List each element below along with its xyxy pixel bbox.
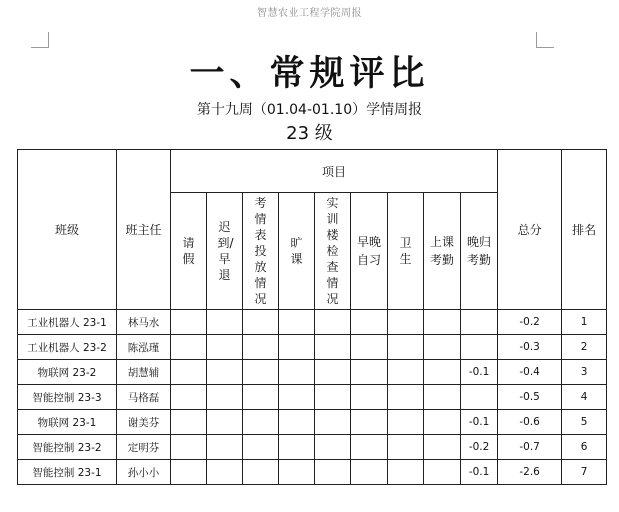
cell-item-score — [243, 360, 279, 385]
cell-class-name: 智能控制 23-1 — [18, 460, 117, 485]
cell-item-score — [388, 385, 424, 410]
cell-item-score — [351, 410, 388, 435]
cell-rank: 7 — [562, 460, 607, 485]
header-item-training-building — [315, 193, 351, 310]
cell-total: -0.2 — [498, 310, 562, 335]
cell-item-score — [424, 435, 461, 460]
cell-item-score — [461, 310, 498, 335]
cell-total: -0.7 — [498, 435, 562, 460]
cell-item-score — [171, 360, 207, 385]
cell-teacher: 马格磊 — [117, 385, 171, 410]
cell-class-name: 物联网 23-2 — [18, 360, 117, 385]
table-row — [18, 335, 607, 360]
page-title: 一、常规评比 — [189, 54, 430, 94]
cell-item-score — [388, 460, 424, 485]
cell-total: -0.3 — [498, 335, 562, 360]
cell-item-score — [461, 335, 498, 360]
header-row-group — [18, 150, 607, 193]
cell-item-score — [424, 410, 461, 435]
header-item-label: 晚归考勤 — [467, 235, 492, 267]
cell-item-score — [315, 335, 351, 360]
cell-item-score — [243, 435, 279, 460]
cell-teacher: 林马水 — [117, 310, 171, 335]
header-item-label: 实训楼检查情况 — [326, 196, 339, 306]
running-header: 智慧农业工程学院周报 — [257, 8, 362, 19]
cell-item-score — [207, 385, 243, 410]
cell-item-score — [243, 385, 279, 410]
header-item-label: 卫生 — [399, 236, 412, 266]
cell-item-score — [388, 410, 424, 435]
cell-rank: 3 — [562, 360, 607, 385]
cell-class-name: 物联网 23-1 — [18, 410, 117, 435]
grade-label: 23 级 — [286, 123, 333, 144]
cell-item-score — [279, 335, 315, 360]
cell-item-score — [388, 335, 424, 360]
cell-teacher: 孙小小 — [117, 460, 171, 485]
cell-teacher: 定明芬 — [117, 435, 171, 460]
table-row — [18, 435, 607, 460]
cell-item-score — [388, 360, 424, 385]
cell-item-score — [424, 460, 461, 485]
crop-mark-top-left-v — [48, 32, 49, 48]
cell-rank: 5 — [562, 410, 607, 435]
cell-item-score — [207, 435, 243, 460]
header-item-leave — [171, 193, 207, 310]
cell-rank: 1 — [562, 310, 607, 335]
cell-rank: 2 — [562, 335, 607, 360]
cell-item-score — [243, 460, 279, 485]
table-row — [18, 360, 607, 385]
cell-item-score — [171, 435, 207, 460]
cell-item-score — [171, 335, 207, 360]
ranking-table — [17, 149, 607, 485]
cell-total: -2.6 — [498, 460, 562, 485]
cell-item-score — [424, 310, 461, 335]
crop-mark-top-left-h — [31, 47, 49, 48]
table-body — [18, 310, 607, 485]
cell-item-score — [243, 410, 279, 435]
header-items-group: 项目 — [171, 150, 498, 193]
header-item-label: 旷课 — [290, 236, 303, 266]
cell-class-name: 工业机器人 23-1 — [18, 310, 117, 335]
cell-item-score — [207, 310, 243, 335]
cell-item-score: -0.1 — [461, 360, 498, 385]
cell-item-score — [279, 310, 315, 335]
cell-item-score — [351, 310, 388, 335]
header-item-late — [207, 193, 243, 310]
header-total: 总分 — [498, 150, 562, 310]
cell-item-score — [315, 435, 351, 460]
cell-class-name: 智能控制 23-3 — [18, 385, 117, 410]
header-class: 班级 — [18, 150, 117, 310]
cell-item-score — [388, 310, 424, 335]
cell-item-score — [171, 460, 207, 485]
cell-total: -0.4 — [498, 360, 562, 385]
cell-item-score — [424, 335, 461, 360]
cell-item-score — [279, 385, 315, 410]
cell-item-score — [315, 360, 351, 385]
cell-teacher: 谢美芬 — [117, 410, 171, 435]
cell-item-score — [351, 385, 388, 410]
cell-item-score — [171, 410, 207, 435]
cell-item-score — [351, 460, 388, 485]
cell-item-score — [243, 310, 279, 335]
header-item-absence — [279, 193, 315, 310]
cell-item-score: -0.1 — [461, 410, 498, 435]
header-rank: 排名 — [562, 150, 607, 310]
cell-item-score — [424, 360, 461, 385]
cell-item-score — [315, 410, 351, 435]
cell-class-name: 工业机器人 23-2 — [18, 335, 117, 360]
cell-teacher: 陈泓瑾 — [117, 335, 171, 360]
header-item-label: 迟到/早退 — [217, 220, 234, 282]
cell-item-score — [171, 385, 207, 410]
table-row — [18, 385, 607, 410]
header-item-class-attendance — [424, 193, 461, 310]
cell-item-score — [207, 335, 243, 360]
header-teacher: 班主任 — [117, 150, 171, 310]
cell-item-score — [351, 335, 388, 360]
cell-rank: 4 — [562, 385, 607, 410]
cell-item-score: -0.1 — [461, 460, 498, 485]
cell-teacher: 胡慧辅 — [117, 360, 171, 385]
cell-item-score — [279, 360, 315, 385]
header-item-label: 请假 — [182, 236, 195, 266]
cell-item-score — [207, 410, 243, 435]
cell-item-score — [315, 460, 351, 485]
header-item-self-study — [351, 193, 388, 310]
cell-item-score — [315, 385, 351, 410]
table-row — [18, 460, 607, 485]
header-item-hygiene — [388, 193, 424, 310]
cell-item-score — [279, 410, 315, 435]
cell-item-score — [461, 385, 498, 410]
cell-total: -0.5 — [498, 385, 562, 410]
header-item-label: 上课考勤 — [429, 235, 454, 267]
crop-mark-top-right-v — [536, 32, 537, 48]
header-item-label: 早晚自习 — [356, 235, 381, 267]
report-subtitle: 第十九周（01.04-01.10）学情周报 — [196, 102, 423, 118]
header-item-night-return — [461, 193, 498, 310]
cell-item-score: -0.2 — [461, 435, 498, 460]
cell-item-score — [279, 435, 315, 460]
cell-item-score — [171, 310, 207, 335]
cell-rank: 6 — [562, 435, 607, 460]
cell-item-score — [279, 460, 315, 485]
table-row — [18, 410, 607, 435]
cell-item-score — [207, 460, 243, 485]
cell-total: -0.6 — [498, 410, 562, 435]
cell-item-score — [207, 360, 243, 385]
header-item-label: 考情表投放情况 — [254, 196, 267, 306]
cell-item-score — [388, 435, 424, 460]
cell-item-score — [351, 360, 388, 385]
crop-mark-top-right-h — [536, 47, 554, 48]
cell-item-score — [315, 310, 351, 335]
cell-item-score — [243, 335, 279, 360]
cell-class-name: 智能控制 23-2 — [18, 435, 117, 460]
header-item-attendance-sheet — [243, 193, 279, 310]
cell-item-score — [424, 385, 461, 410]
table-row — [18, 310, 607, 335]
cell-item-score — [351, 435, 388, 460]
